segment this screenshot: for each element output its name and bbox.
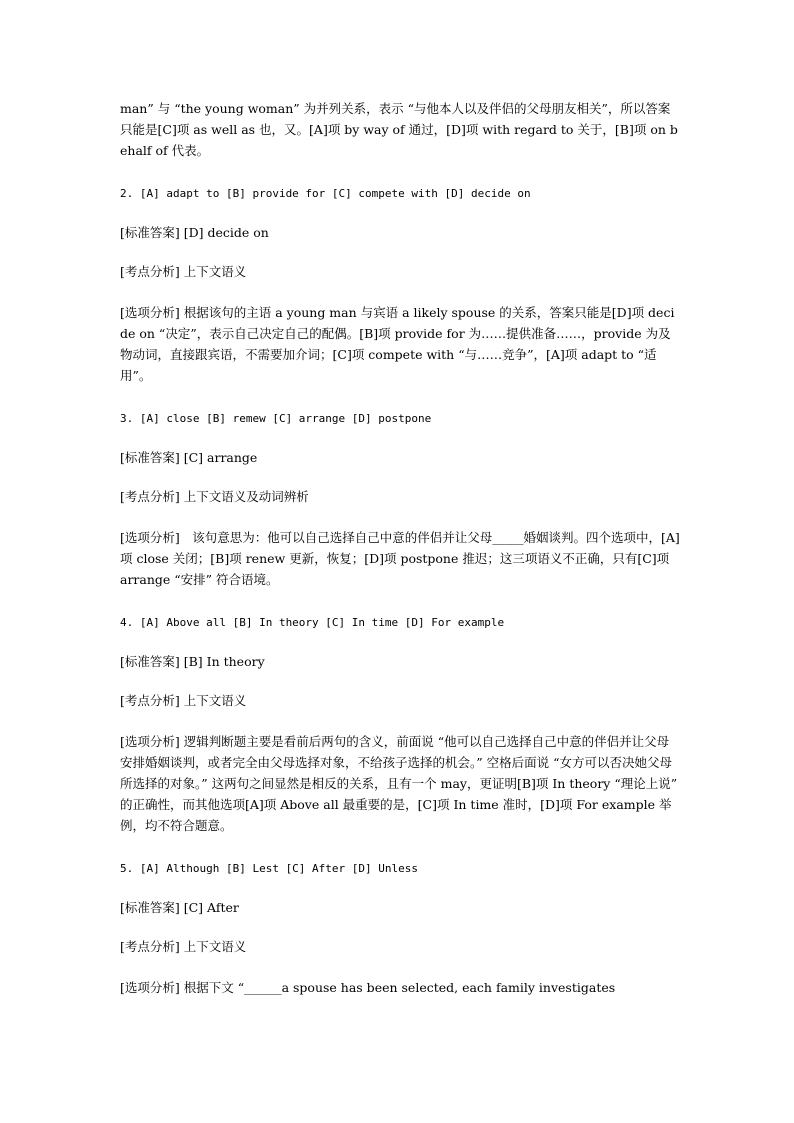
option-analysis-2: [选项分析] 根据该句的主语 a young man 与宾语 a likely spouse 的关系，答案只能是[D]项 decide on “决定”，表示自己决定自己的配偶。[B]项 provide for 为……提供准备……，provide 为及物动词，直接跟宾语，不需要加介词；[C]项 compete with “与……竞争”，[A]项 adapt to “适用”。 [120, 305, 675, 383]
option-analysis-4: [选项分析] 逻辑判断题主要是看前后两句的含义，前面说 “他可以自己选择自己中意的伴侣并让父母安排婚姻谈判，或者完全由父母选择对象，不给孩子选择的机会。” 空格后面说 “女方可以否决她父母所选择的对象。” 这两句之间显然是相反的关系，且有一个 may，更证明[B]项 In theory “理论上说” 的正确性，而其他选项[A]项 Above all 最重要的是，[C]项 In time 准时，[D]项 For example 举例，均不符合题意。 [120, 734, 678, 833]
question-5: 5. [A] Although [B] Lest [C] After [D] Unless [120, 862, 419, 875]
answer-3: [标准答案] [C] arrange [120, 450, 258, 465]
answer-2: [标准答案] [D] decide on [120, 225, 269, 240]
point-analysis-3: [考点分析] 上下文语义及动词辨析 [120, 489, 309, 504]
point-analysis-4: [考点分析] 上下文语义 [120, 693, 247, 708]
answer-5: [标准答案] [C] After [120, 900, 239, 915]
answer-4: [标准答案] [B] In theory [120, 654, 265, 669]
analysis-q1-continued: man” 与 “the young woman” 为并列关系，表示 “与他本人以及伴侣的父母朋友相关”，所以答案只能是[C]项 as well as 也，又。[A]项 by way of 通过，[D]项 with regard to 关于，[B]项 on behalf of 代表。 [120, 101, 678, 158]
document-page [120, 98, 680, 998]
question-4: 4. [A] Above all [B] In theory [C] In time [D] For example [120, 616, 505, 629]
question-3: 3. [A] close [B] remew [C] arrange [D] postpone [120, 412, 432, 425]
point-analysis-5: [考点分析] 上下文语义 [120, 939, 247, 954]
question-2: 2. [A] adapt to [B] provide for [C] compete with [D] decide on [120, 187, 531, 200]
point-analysis-2: [考点分析] 上下文语义 [120, 264, 247, 279]
option-analysis-3: [选项分析] 该句意思为：他可以自己选择自己中意的伴侣并让父母_____婚姻谈判。四个选项中，[A]项 close 关闭；[B]项 renew 更新，恢复；[D]项 postpone 推迟；这三项语义不正确，只有[C]项 arrange “安排” 符合语境。 [120, 530, 680, 587]
option-analysis-5: [选项分析] 根据下文 “______a spouse has been selected, each family investigates [120, 980, 616, 995]
